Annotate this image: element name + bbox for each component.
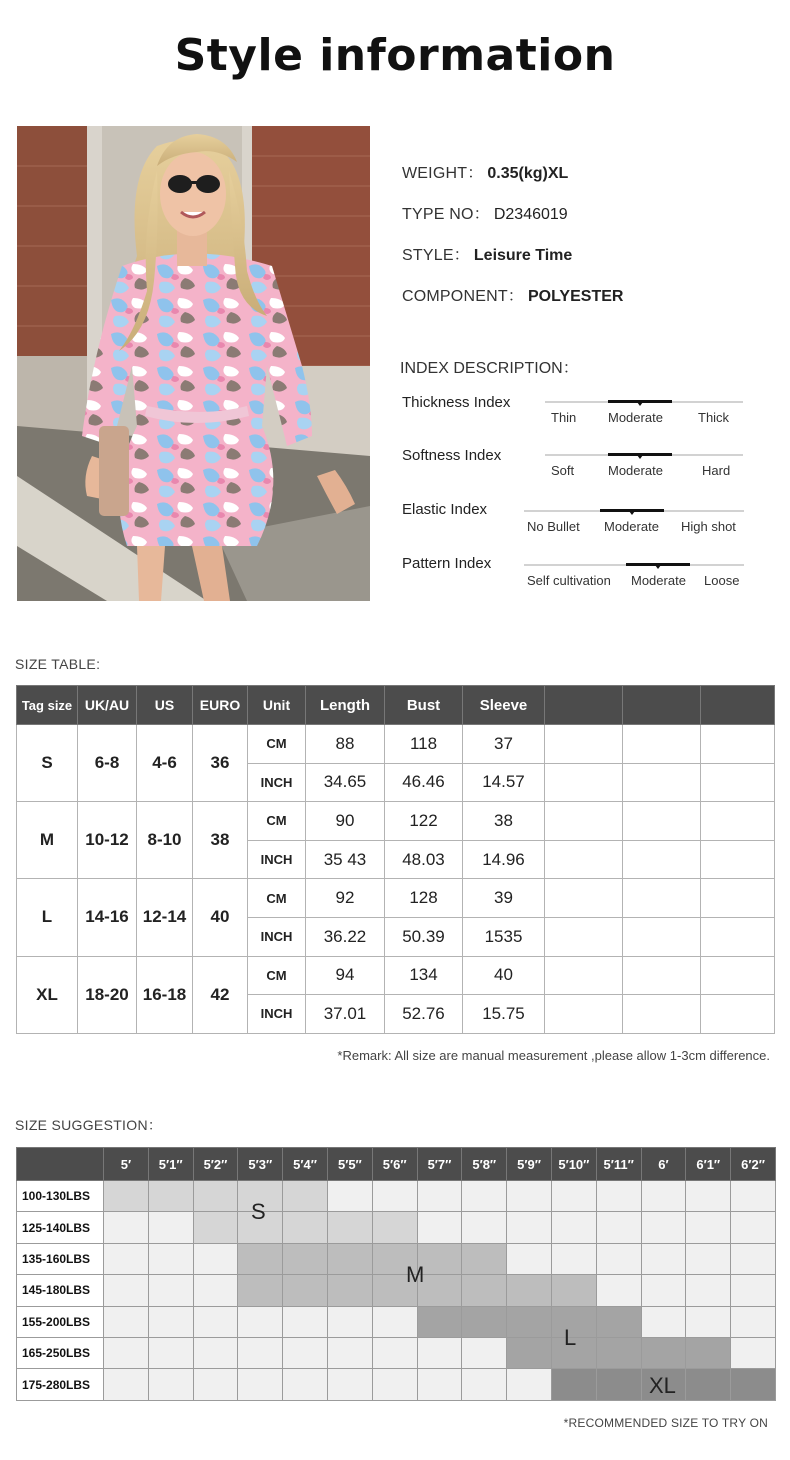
suggestion-cell (238, 1306, 283, 1337)
size-table-header (17, 686, 775, 725)
weight-cell: 125-140LBS (17, 1212, 104, 1243)
unit-cell: INCH (248, 995, 306, 1034)
suggestion-cell (686, 1275, 731, 1306)
empty-cell (623, 725, 701, 764)
us-cell: 8-10 (137, 802, 193, 879)
index-scale (524, 564, 744, 588)
us-cell: 12-14 (137, 879, 193, 956)
index-label: Elastic Index (402, 501, 488, 518)
suggestion-cell (417, 1181, 462, 1212)
uk-cell: 18-20 (78, 956, 137, 1033)
info-label: STYLE： (402, 247, 470, 264)
index-scale (524, 510, 744, 534)
scale-option: Moderate (608, 463, 663, 478)
height-header: 6′1″ (686, 1148, 731, 1181)
column-header: Bust (385, 686, 463, 725)
empty-cell (545, 956, 623, 995)
table-row (17, 802, 775, 841)
suggestion-cell (596, 1181, 641, 1212)
empty-cell (545, 879, 623, 918)
suggestion-cell (327, 1243, 372, 1274)
info-weight (402, 164, 772, 205)
unit-cell: INCH (248, 840, 306, 879)
bust-cell: 122 (385, 802, 463, 841)
table-row (17, 879, 775, 918)
sleeve-cell: 40 (463, 956, 545, 995)
model-illustration (17, 126, 370, 601)
length-cell: 94 (306, 956, 385, 995)
empty-cell (623, 802, 701, 841)
height-header: 5′ (104, 1148, 149, 1181)
bust-cell: 134 (385, 956, 463, 995)
height-header: 5′3″ (238, 1148, 283, 1181)
scale-marker (608, 453, 672, 456)
sleeve-cell: 14.57 (463, 763, 545, 802)
height-header: 5′2″ (193, 1148, 238, 1181)
unit-cell: CM (248, 802, 306, 841)
height-header: 5′5″ (327, 1148, 372, 1181)
sleeve-cell: 37 (463, 725, 545, 764)
height-header: 5′11″ (596, 1148, 641, 1181)
corner-cell (17, 1148, 104, 1181)
scale-option: Moderate (631, 573, 686, 588)
suggestion-cell (104, 1306, 149, 1337)
suggestion-cell (148, 1275, 193, 1306)
suggestion-cell (686, 1181, 731, 1212)
suggestion-cell (283, 1275, 328, 1306)
bust-cell: 128 (385, 879, 463, 918)
unit-cell: CM (248, 879, 306, 918)
empty-cell (701, 763, 775, 802)
empty-cell (545, 840, 623, 879)
scale-option: Thick (698, 410, 730, 425)
scale-option: Self cultivation (527, 573, 611, 588)
suggestion-cell (327, 1212, 372, 1243)
suggestion-cell (148, 1212, 193, 1243)
uk-cell: 14-16 (78, 879, 137, 956)
suggestion-cell (731, 1369, 776, 1400)
suggestion-cell (551, 1275, 596, 1306)
empty-cell (623, 995, 701, 1034)
suggestion-cell (551, 1243, 596, 1274)
suggestion-cell (327, 1369, 372, 1400)
suggestion-cell (104, 1212, 149, 1243)
suggestion-cell (731, 1337, 776, 1368)
suggestion-cell (641, 1212, 686, 1243)
empty-cell (701, 956, 775, 995)
suggestion-cell (193, 1337, 238, 1368)
suggestion-cell (417, 1337, 462, 1368)
suggestion-cell (193, 1306, 238, 1337)
suggestion-cell (641, 1275, 686, 1306)
empty-cell (623, 956, 701, 995)
suggestion-cell (104, 1243, 149, 1274)
suggestion-cell (686, 1337, 731, 1368)
suggestion-cell (507, 1369, 552, 1400)
info-label: TYPE NO： (402, 206, 490, 223)
scale-option: High shot (681, 519, 736, 534)
suggestion-cell (104, 1275, 149, 1306)
table-row (17, 1337, 776, 1368)
weight-cell: 175-280LBS (17, 1369, 104, 1400)
index-scale (545, 401, 743, 425)
scale-option: No Bullet (527, 519, 580, 534)
suggestion-cell (327, 1337, 372, 1368)
uk-cell: 6-8 (78, 725, 137, 802)
column-header (701, 686, 775, 725)
scale-option: Moderate (608, 410, 663, 425)
suggestion-cell (596, 1337, 641, 1368)
index-scale (545, 454, 743, 478)
empty-cell (701, 725, 775, 764)
suggestion-cell (462, 1337, 507, 1368)
scale-marker (626, 563, 690, 566)
suggestion-cell (148, 1243, 193, 1274)
product-info (402, 164, 772, 328)
height-header: 5′6″ (372, 1148, 417, 1181)
suggestion-cell (104, 1181, 149, 1212)
column-header (545, 686, 623, 725)
suggestion-cell (551, 1212, 596, 1243)
suggestion-cell (238, 1243, 283, 1274)
page-title: Style information (174, 30, 616, 81)
height-header: 6′ (641, 1148, 686, 1181)
suggestion-cell (283, 1181, 328, 1212)
info-component (402, 287, 772, 328)
column-header: Length (306, 686, 385, 725)
suggestion-cell (731, 1306, 776, 1337)
index-pattern (400, 555, 750, 605)
sleeve-cell: 38 (463, 802, 545, 841)
unit-cell: INCH (248, 763, 306, 802)
suggestion-cell (104, 1337, 149, 1368)
index-label: Thickness Index (402, 394, 511, 411)
height-header: 5′1″ (148, 1148, 193, 1181)
suggestion-cell (417, 1306, 462, 1337)
suggestion-cell (148, 1181, 193, 1212)
suggestion-cell (551, 1369, 596, 1400)
empty-cell (623, 879, 701, 918)
column-header: Unit (248, 686, 306, 725)
scale-option: Thin (551, 410, 577, 425)
suggestion-cell (148, 1306, 193, 1337)
sleeve-cell: 39 (463, 879, 545, 918)
suggestion-cell (686, 1212, 731, 1243)
length-cell: 34.65 (306, 763, 385, 802)
length-cell: 88 (306, 725, 385, 764)
info-type-no (402, 205, 772, 246)
column-header: US (137, 686, 193, 725)
suggestion-cell (462, 1369, 507, 1400)
weight-cell: 155-200LBS (17, 1306, 104, 1337)
weight-cell: 145-180LBS (17, 1275, 104, 1306)
column-header: Sleeve (463, 686, 545, 725)
info-label: COMPONENT： (402, 288, 524, 305)
index-label: Pattern Index (402, 555, 492, 572)
empty-cell (545, 802, 623, 841)
weight-cell: 165-250LBS (17, 1337, 104, 1368)
size-table-label: SIZE TABLE: (15, 656, 101, 672)
tag-size-cell: L (17, 879, 78, 956)
uk-cell: 10-12 (78, 802, 137, 879)
unit-cell: INCH (248, 917, 306, 956)
suggestion-cell (104, 1369, 149, 1400)
sleeve-cell: 14.96 (463, 840, 545, 879)
suggestion-cell (462, 1306, 507, 1337)
size-label-l: L (564, 1325, 577, 1350)
suggestion-cell (283, 1337, 328, 1368)
suggestion-cell (596, 1212, 641, 1243)
suggestion-cell (686, 1369, 731, 1400)
suggestion-cell (193, 1243, 238, 1274)
empty-cell (701, 995, 775, 1034)
info-value: Leisure Time (473, 247, 573, 264)
size-suggestion-table (16, 1147, 776, 1401)
suggestion-cell (372, 1306, 417, 1337)
suggestion-cell (327, 1275, 372, 1306)
empty-cell (623, 917, 701, 956)
info-value: 0.35(kg)XL (487, 165, 569, 182)
suggestion-cell (596, 1243, 641, 1274)
empty-cell (545, 917, 623, 956)
suggestion-cell (551, 1181, 596, 1212)
suggestion-cell (238, 1275, 283, 1306)
height-header: 5′10″ (551, 1148, 596, 1181)
empty-cell (545, 725, 623, 764)
scale-option: Soft (551, 463, 575, 478)
suggestion-cell (507, 1337, 552, 1368)
euro-cell: 40 (193, 879, 248, 956)
height-header: 6′2″ (731, 1148, 776, 1181)
suggestion-header (17, 1148, 776, 1181)
empty-cell (545, 763, 623, 802)
empty-cell (545, 995, 623, 1034)
suggestion-cell (507, 1181, 552, 1212)
bust-cell: 50.39 (385, 917, 463, 956)
suggestion-cell (686, 1243, 731, 1274)
suggestion-cell (283, 1212, 328, 1243)
unit-cell: CM (248, 956, 306, 995)
suggestion-cell (731, 1212, 776, 1243)
suggestion-cell (283, 1306, 328, 1337)
suggestion-cell (193, 1212, 238, 1243)
column-header: EURO (193, 686, 248, 725)
info-value: POLYESTER (528, 288, 624, 305)
length-cell: 37.01 (306, 995, 385, 1034)
index-heading: INDEX DESCRIPTION： (400, 360, 579, 377)
tag-size-cell: M (17, 802, 78, 879)
suggestion-cell (507, 1275, 552, 1306)
table-row (17, 956, 775, 995)
bust-cell: 52.76 (385, 995, 463, 1034)
empty-cell (623, 763, 701, 802)
column-header: UK/AU (78, 686, 137, 725)
weight-cell: 135-160LBS (17, 1243, 104, 1274)
suggestion-cell (193, 1369, 238, 1400)
suggestion-cell (148, 1369, 193, 1400)
suggestion-cell (372, 1337, 417, 1368)
suggestion-cell (731, 1243, 776, 1274)
us-cell: 16-18 (137, 956, 193, 1033)
product-photo (17, 126, 370, 601)
size-table (16, 685, 775, 1034)
suggestion-cell (596, 1369, 641, 1400)
index-label: Softness Index (402, 447, 502, 464)
suggestion-cell (641, 1243, 686, 1274)
sleeve-cell: 1535 (463, 917, 545, 956)
index-elastic (400, 501, 750, 551)
euro-cell: 38 (193, 802, 248, 879)
suggestion-cell (417, 1369, 462, 1400)
suggestion-cell (507, 1306, 552, 1337)
tag-size-cell: XL (17, 956, 78, 1033)
unit-cell: CM (248, 725, 306, 764)
suggestion-cell (462, 1212, 507, 1243)
suggestion-cell (731, 1181, 776, 1212)
sleeve-cell: 15.75 (463, 995, 545, 1034)
size-label-m: M (406, 1262, 425, 1287)
suggestion-cell (641, 1337, 686, 1368)
suggestion-cell (641, 1306, 686, 1337)
table-row (17, 1181, 776, 1212)
weight-cell: 100-130LBS (17, 1181, 104, 1212)
size-suggestion-label: SIZE SUGGESTION： (15, 1117, 163, 1133)
suggestion-cell (148, 1337, 193, 1368)
column-header (623, 686, 701, 725)
euro-cell: 42 (193, 956, 248, 1033)
suggestion-cell (507, 1243, 552, 1274)
size-label-xl: XL (649, 1373, 676, 1398)
us-cell: 4-6 (137, 725, 193, 802)
suggestion-cell (596, 1275, 641, 1306)
scale-marker (600, 509, 664, 512)
scale-option: Moderate (604, 519, 659, 534)
empty-cell (701, 840, 775, 879)
table-row (17, 1212, 776, 1243)
length-cell: 90 (306, 802, 385, 841)
suggestion-cell (372, 1369, 417, 1400)
scale-marker (608, 400, 672, 403)
suggestion-cell (372, 1181, 417, 1212)
bust-cell: 46.46 (385, 763, 463, 802)
suggestion-cell (462, 1243, 507, 1274)
height-header: 5′9″ (507, 1148, 552, 1181)
tag-size-cell: S (17, 725, 78, 802)
suggestion-cell (238, 1369, 283, 1400)
suggestion-cell (327, 1181, 372, 1212)
height-header: 5′4″ (283, 1148, 328, 1181)
suggestion-cell (193, 1275, 238, 1306)
height-header: 5′7″ (417, 1148, 462, 1181)
empty-cell (701, 802, 775, 841)
suggestion-cell (686, 1306, 731, 1337)
length-cell: 35 43 (306, 840, 385, 879)
table-row (17, 1306, 776, 1337)
suggestion-cell (596, 1306, 641, 1337)
suggestion-cell (417, 1212, 462, 1243)
suggestion-cell (507, 1212, 552, 1243)
empty-cell (701, 879, 775, 918)
table-row (17, 1275, 776, 1306)
size-label-s: S (251, 1199, 266, 1224)
column-header: Tag size (17, 686, 78, 725)
suggestion-cell (462, 1181, 507, 1212)
suggestion-cell (462, 1275, 507, 1306)
info-label: WEIGHT： (402, 165, 484, 182)
empty-cell (623, 840, 701, 879)
info-value: D2346019 (493, 206, 568, 223)
recommend-note: *RECOMMENDED SIZE TO TRY ON (563, 1416, 768, 1430)
info-style (402, 246, 772, 287)
suggestion-cell (283, 1369, 328, 1400)
scale-option: Hard (702, 463, 731, 478)
suggestion-cell (193, 1181, 238, 1212)
suggestion-cell (372, 1212, 417, 1243)
bust-cell: 118 (385, 725, 463, 764)
bust-cell: 48.03 (385, 840, 463, 879)
table-row (17, 1243, 776, 1274)
length-cell: 92 (306, 879, 385, 918)
suggestion-cell (641, 1181, 686, 1212)
length-cell: 36.22 (306, 917, 385, 956)
suggestion-cell (731, 1275, 776, 1306)
euro-cell: 36 (193, 725, 248, 802)
height-header: 5′8″ (462, 1148, 507, 1181)
table-row (17, 725, 775, 764)
scale-option: Loose (704, 573, 740, 588)
empty-cell (701, 917, 775, 956)
suggestion-cell (327, 1306, 372, 1337)
suggestion-cell (238, 1337, 283, 1368)
remark-text: *Remark: All size are manual measurement ,please allow 1-3cm difference. (337, 1048, 770, 1063)
suggestion-cell (283, 1243, 328, 1274)
index-thickness (400, 394, 750, 444)
index-softness (400, 447, 750, 497)
